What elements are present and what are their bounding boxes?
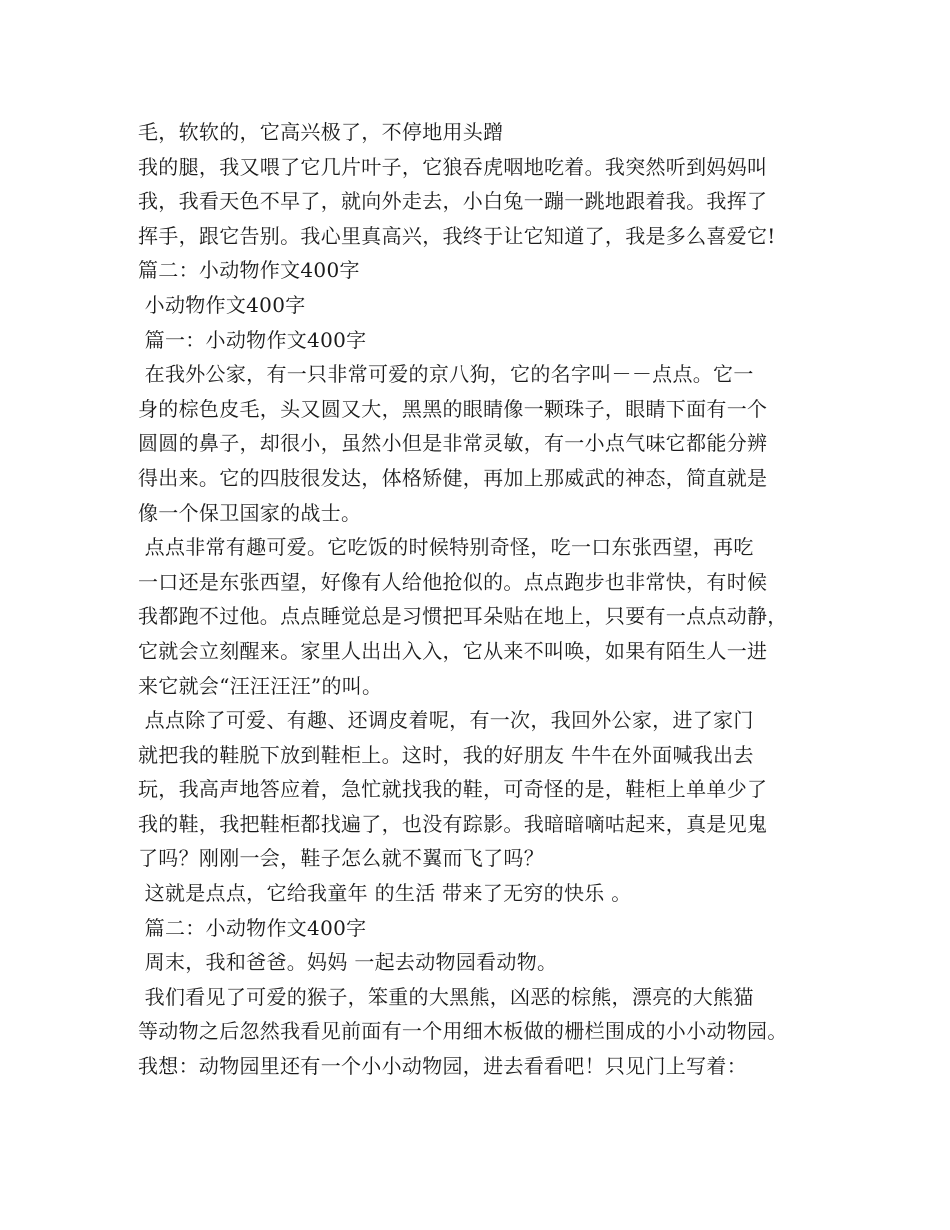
text-line: 身的棕色皮毛，头又圆又大，黑黑的眼睛像一颗珠子，眼睛下面有一个 xyxy=(138,396,768,421)
text-line: 一口还是东张西望，好像有人给他抢似的。点点跑步也非常快，有时候 xyxy=(138,569,768,594)
text-line: 它就会立刻醒来。家里人出出入入，它从来不叫唤，如果有陌生人一进 xyxy=(138,638,768,663)
text-line: 这就是点点，它给我童年 的生活 带来了无穷的快乐 。 xyxy=(138,881,632,906)
text-line: 圆圆的鼻子，却很小，虽然小但是非常灵敏，有一小点气味它都能分辨 xyxy=(138,431,768,456)
text-line: 点点除了可爱、有趣、还调皮着呢，有一次，我回外公家，进了家门 xyxy=(138,708,754,733)
section-heading: 篇二：小动物作文400字 xyxy=(138,915,367,940)
essay-text xyxy=(138,115,828,1084)
text-line: 挥手，跟它告别。我心里真高兴，我终于让它知道了，我是多么喜爱它! xyxy=(138,223,776,248)
text-line: 像一个保卫国家的战士。 xyxy=(138,500,362,525)
text-line: 我们看见了可爱的猴子，笨重的大黑熊，凶恶的棕熊，漂亮的大熊猫 xyxy=(138,984,754,1009)
text-line: 就把我的鞋脱下放到鞋柜上。这时，我的好朋友 牛牛在外面喊我出去 xyxy=(138,742,754,767)
text-line: 我，我看天色不早了，就向外走去，小白兔一蹦一跳地跟着我。我挥了 xyxy=(138,189,768,214)
section-heading: 篇一：小动物作文400字 xyxy=(138,327,367,352)
section-heading: 小动物作文400字 xyxy=(138,292,306,317)
text-line: 我的腿，我又喂了它几片叶子，它狼吞虎咽地吃着。我突然听到妈妈叫 xyxy=(138,154,768,179)
text-line: 玩，我高声地答应着，急忙就找我的鞋，可奇怪的是，鞋柜上单单少了 xyxy=(138,777,768,802)
text-line: 我想：动物园里还有一个小小动物园，进去看看吧！只见门上写着： xyxy=(138,1054,747,1079)
text-line: 得出来。它的四肢很发达，体格矫健，再加上那威武的神态，简直就是 xyxy=(138,465,768,490)
text-line: 我的鞋，我把鞋柜都找遍了，也没有踪影。我暗暗嘀咕起来，真是见鬼 xyxy=(138,811,768,836)
text-line: 点点非常有趣可爱。它吃饭的时候特别奇怪，吃一口东张西望，再吃 xyxy=(138,535,754,560)
text-line: 在我外公家，有一只非常可爱的京八狗，它的名字叫－－点点。它一 xyxy=(138,362,754,387)
text-line: 周末，我和爸爸。妈妈 一起去动物园看动物。 xyxy=(138,950,558,975)
text-line: 来它就会“汪汪汪汪”的叫。 xyxy=(138,673,383,698)
text-line: 毛，软软的，它高兴极了，不停地用头蹭 xyxy=(138,120,504,144)
text-line: 我都跑不过他。点点睡觉总是习惯把耳朵贴在地上，只要有一点点动静， xyxy=(138,604,788,629)
section-heading: 篇二：小动物作文400字 xyxy=(138,258,360,283)
text-line: 了吗？刚刚一会，鞋子怎么就不翼而飞了吗？ xyxy=(138,846,544,871)
text-line: 等动物之后忽然我看见前面有一个用细木板做的栅栏围成的小小动物园。 xyxy=(138,1019,788,1044)
